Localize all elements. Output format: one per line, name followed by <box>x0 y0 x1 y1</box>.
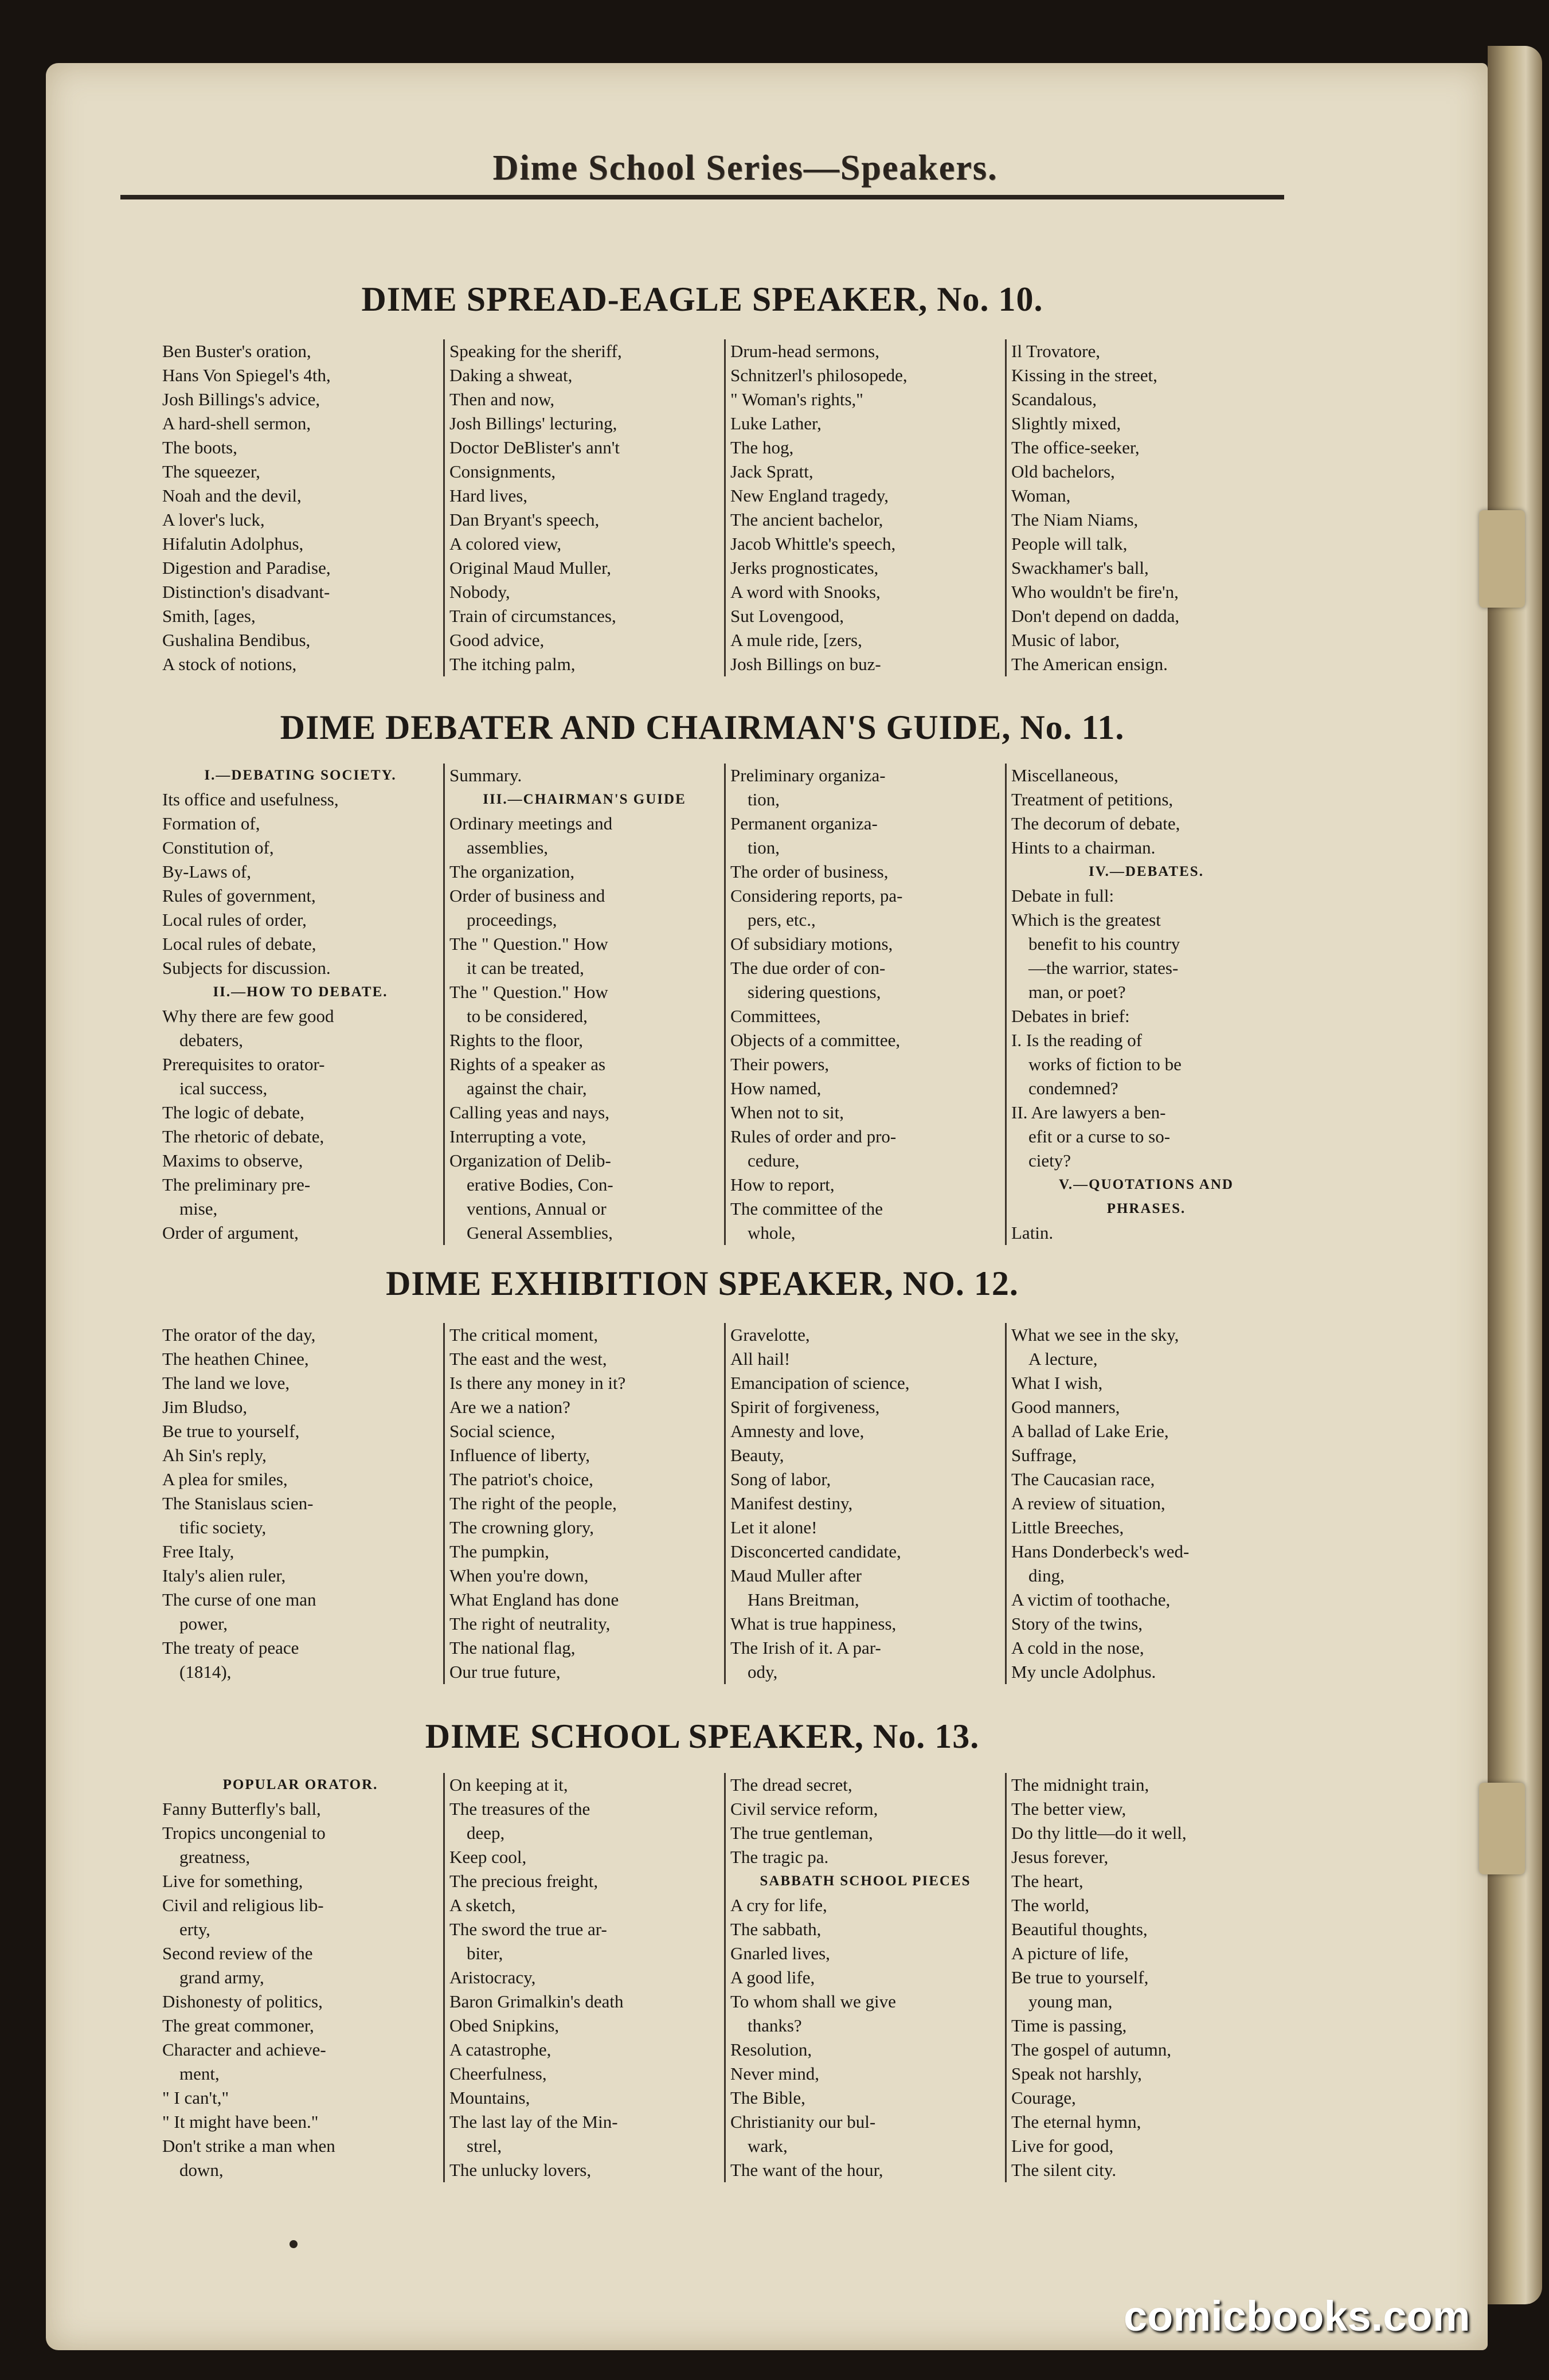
list-item: The treasures of the <box>449 1799 590 1819</box>
list-column <box>724 1773 1005 2182</box>
list-item: All hail! <box>730 1349 791 1369</box>
list-item: II. Are lawyers a ben- <box>1011 1102 1166 1122</box>
list-item: Sut Lovengood, <box>730 606 844 626</box>
list-column <box>724 339 1005 676</box>
list-column <box>443 339 724 676</box>
list-item: Story of the twins, <box>1011 1614 1143 1634</box>
list-item: Little Breeches, <box>1011 1517 1124 1537</box>
list-item: Hifalutin Adolphus, <box>162 534 304 554</box>
list-item: Civil service reform, <box>730 1799 878 1819</box>
list-item: Permanent organiza- <box>730 813 878 833</box>
list-item: " Woman's rights," <box>730 389 863 409</box>
list-item: tion, <box>748 837 780 858</box>
list-item: Jerks prognosticates, <box>730 558 879 578</box>
list-item: tific society, <box>179 1517 267 1537</box>
list-item: A lecture, <box>1028 1349 1098 1369</box>
list-item: How named, <box>730 1078 822 1098</box>
list-item: Jacob Whittle's speech, <box>730 534 896 554</box>
list-item: PHRASES. <box>1106 1201 1186 1216</box>
list-item: Schnitzerl's philosopede, <box>730 365 908 385</box>
list-item: A ballad of Lake Erie, <box>1011 1421 1169 1441</box>
list-item: debaters, <box>179 1030 244 1050</box>
list-item: The world, <box>1011 1895 1090 1915</box>
page-edge <box>1488 46 1542 2304</box>
list-item: The office-seeker, <box>1011 437 1140 457</box>
list-item: I. Is the reading of <box>1011 1030 1143 1050</box>
list-item: Song of labor, <box>730 1469 831 1489</box>
list-item: When not to sit, <box>730 1102 844 1122</box>
list-item: erty, <box>179 1919 210 1939</box>
list-item: ventions, Annual or <box>467 1199 607 1219</box>
list-item: pers, etc., <box>748 910 816 930</box>
section-title: DIME SCHOOL SPEAKER, No. 13. <box>425 1717 980 1755</box>
list-item: Josh Billings's advice, <box>162 389 320 409</box>
list-item: A victim of toothache, <box>1011 1590 1171 1610</box>
list-item: Do thy little—do it well, <box>1011 1823 1187 1843</box>
list-item: The due order of con- <box>730 958 886 978</box>
header-rule <box>120 195 1284 199</box>
list-item: (1814), <box>179 1662 232 1682</box>
list-item: Original Maud Muller, <box>449 558 612 578</box>
section-list <box>162 339 1286 676</box>
list-item: Woman, <box>1011 486 1071 506</box>
list-item: What we see in the sky, <box>1011 1325 1179 1345</box>
list-item: Time is passing, <box>1011 2015 1127 2035</box>
list-item: Baron Grimalkin's death <box>449 1991 624 2011</box>
list-item: Then and now, <box>449 389 555 409</box>
page-header: Dime School Series—Speakers. <box>492 148 998 187</box>
list-item: Organization of Delib- <box>449 1150 611 1171</box>
list-item: wark, <box>748 2136 788 2156</box>
list-item: To whom shall we give <box>730 1991 896 2011</box>
list-item: proceedings, <box>467 910 557 930</box>
list-item: Maud Muller after <box>730 1565 862 1586</box>
list-item: The Niam Niams, <box>1011 510 1139 530</box>
list-item: strel, <box>467 2136 502 2156</box>
list-item: Be true to yourself, <box>1011 1967 1149 1987</box>
section-title: DIME DEBATER AND CHAIRMAN'S GUIDE, No. 11. <box>280 708 1125 746</box>
list-item: The Bible, <box>730 2088 805 2108</box>
list-item: Good advice, <box>449 630 545 650</box>
list-item: Disconcerted candidate, <box>730 1541 901 1561</box>
list-item: Our true future, <box>449 1662 561 1682</box>
list-item: People will talk, <box>1011 534 1128 554</box>
list-item: The last lay of the Min- <box>449 2112 618 2132</box>
list-item: Hans Donderbeck's wed- <box>1011 1541 1190 1561</box>
list-item: The Caucasian race, <box>1011 1469 1155 1489</box>
list-item: benefit to his country <box>1028 934 1180 954</box>
list-item: The rhetoric of debate, <box>162 1126 324 1146</box>
list-item: The tragic pa. <box>730 1847 829 1867</box>
list-item: young man, <box>1028 1991 1113 2011</box>
list-item: Debates in brief: <box>1011 1006 1130 1026</box>
list-item: Influence of liberty, <box>449 1445 590 1465</box>
list-item: Hints to a chairman. <box>1011 837 1156 858</box>
list-item: Good manners, <box>1011 1397 1120 1417</box>
list-item: Who wouldn't be fire'n, <box>1011 582 1179 602</box>
list-item: The silent city. <box>1011 2160 1117 2180</box>
list-item: Live for something, <box>162 1871 303 1891</box>
list-item: The heart, <box>1011 1871 1083 1891</box>
list-item: The sword the true ar- <box>449 1919 607 1939</box>
list-column <box>724 764 1005 1245</box>
list-item: against the chair, <box>467 1078 587 1098</box>
list-item: Speaking for the sheriff, <box>449 341 622 361</box>
list-item: Amnesty and love, <box>730 1421 865 1441</box>
list-item: A sketch, <box>449 1895 516 1915</box>
list-item: Kissing in the street, <box>1011 365 1157 385</box>
list-item: General Assemblies, <box>467 1223 613 1243</box>
list-item: The hog, <box>730 437 794 457</box>
list-item: The east and the west, <box>449 1349 607 1369</box>
list-item: On keeping at it, <box>449 1775 568 1795</box>
list-item: Preliminary organiza- <box>730 765 886 785</box>
list-item: A colored view, <box>449 534 562 554</box>
list-item: thanks? <box>748 2015 802 2035</box>
list-item: The decorum of debate, <box>1011 813 1180 833</box>
list-item: What I wish, <box>1011 1373 1103 1393</box>
list-item: Be true to yourself, <box>162 1421 300 1441</box>
list-column <box>1005 1773 1286 2182</box>
list-item: Free Italy, <box>162 1541 234 1561</box>
list-column <box>162 339 443 676</box>
list-item: Its office and usefulness, <box>162 789 339 809</box>
list-item: The boots, <box>162 437 237 457</box>
list-item: whole, <box>748 1223 796 1243</box>
list-item: The dread secret, <box>730 1775 852 1795</box>
list-item: Rules of order and pro- <box>730 1126 897 1146</box>
list-item: Jesus forever, <box>1011 1847 1109 1867</box>
list-item: efit or a curse to so- <box>1028 1126 1171 1146</box>
list-item: Cheerfulness, <box>449 2064 547 2084</box>
list-item: ciety? <box>1028 1150 1071 1171</box>
list-item: Rights of a speaker as <box>449 1054 606 1074</box>
list-item: Scandalous, <box>1011 389 1097 409</box>
list-item: Character and achieve- <box>162 2040 326 2060</box>
list-item: Ah Sin's reply, <box>162 1445 267 1465</box>
list-item: The sabbath, <box>730 1919 822 1939</box>
list-item: The pumpkin, <box>449 1541 549 1561</box>
list-item: Subjects for discussion. <box>162 958 331 978</box>
list-column <box>443 1323 724 1684</box>
list-item: works of fiction to be <box>1028 1054 1182 1074</box>
list-item: The American ensign. <box>1011 654 1168 674</box>
list-item: Music of labor, <box>1011 630 1120 650</box>
list-item: power, <box>179 1614 228 1634</box>
list-item: Jack Spratt, <box>730 461 813 482</box>
list-item: Josh Billings on buz- <box>730 654 881 674</box>
list-item: The organization, <box>449 862 575 882</box>
list-item: Committees, <box>730 1006 821 1026</box>
section-title: DIME SPREAD-EAGLE SPEAKER, No. 10. <box>361 280 1043 318</box>
list-item: The itching palm, <box>449 654 576 674</box>
list-item: sidering questions, <box>748 982 881 1002</box>
list-column <box>162 1773 443 2182</box>
list-item: How to report, <box>730 1175 835 1195</box>
list-item: A cry for life, <box>730 1895 827 1915</box>
list-item: Nobody, <box>449 582 510 602</box>
list-item: The committee of the <box>730 1199 883 1219</box>
list-item: Digestion and Paradise, <box>162 558 331 578</box>
list-item: Calling yeas and nays, <box>449 1102 609 1122</box>
list-item: Dishonesty of politics, <box>162 1991 323 2011</box>
list-item: Maxims to observe, <box>162 1150 303 1171</box>
list-item: erative Bodies, Con- <box>467 1175 613 1195</box>
list-item: The critical moment, <box>449 1325 599 1345</box>
list-item: ody, <box>748 1662 778 1682</box>
list-item: The logic of debate, <box>162 1102 304 1122</box>
list-column <box>1005 339 1286 676</box>
list-item: Objects of a committee, <box>730 1030 901 1050</box>
section-list <box>162 764 1286 1245</box>
list-item: The ancient bachelor, <box>730 510 883 530</box>
list-item: A catastrophe, <box>449 2040 551 2060</box>
list-item: Their powers, <box>730 1054 830 1074</box>
list-item: to be considered, <box>467 1006 588 1026</box>
list-item: Miscellaneous, <box>1011 765 1118 785</box>
list-column <box>162 1323 443 1684</box>
list-item: I.—DEBATING SOCIETY. <box>204 768 397 783</box>
list-column <box>443 1773 724 2182</box>
list-item: The heathen Chinee, <box>162 1349 309 1369</box>
list-item: assemblies, <box>467 837 549 858</box>
list-item: A hard-shell sermon, <box>162 413 311 433</box>
list-item: A picture of life, <box>1011 1943 1129 1963</box>
list-item: Courage, <box>1011 2088 1076 2108</box>
list-item: Constitution of, <box>162 837 274 858</box>
list-item: The land we love, <box>162 1373 290 1393</box>
list-item: Order of business and <box>449 886 605 906</box>
list-item: Keep cool, <box>449 1847 527 1867</box>
list-item: The Irish of it. A par- <box>730 1638 881 1658</box>
list-item: ment, <box>179 2064 220 2084</box>
list-item: Doctor DeBlister's ann't <box>449 437 620 457</box>
list-item: The preliminary pre- <box>162 1175 311 1195</box>
list-item: Formation of, <box>162 813 260 833</box>
list-item: II.—HOW TO DEBATE. <box>213 984 388 1000</box>
list-item: III.—CHAIRMAN'S GUIDE <box>483 792 686 807</box>
list-item: ding, <box>1028 1565 1065 1586</box>
list-item: A stock of notions, <box>162 654 297 674</box>
list-item: deep, <box>467 1823 505 1843</box>
list-item: Considering reports, pa- <box>730 886 903 906</box>
list-item: A lover's luck, <box>162 510 265 530</box>
list-item: Manifest destiny, <box>730 1493 853 1513</box>
list-column <box>1005 764 1286 1245</box>
list-item: Fanny Butterfly's ball, <box>162 1799 321 1819</box>
list-item: Jim Bludso, <box>162 1397 248 1417</box>
list-item: Second review of the <box>162 1943 313 1963</box>
list-item: grand army, <box>179 1967 264 1987</box>
list-item: New England tragedy, <box>730 486 889 506</box>
list-item: The true gentleman, <box>730 1823 873 1843</box>
list-item: The midnight train, <box>1011 1775 1149 1795</box>
list-item: IV.—DEBATES. <box>1089 864 1204 879</box>
binding-tab <box>1479 510 1525 608</box>
list-item: Ordinary meetings and <box>449 813 613 833</box>
list-item: Never mind, <box>730 2064 819 2084</box>
list-item: The great commoner, <box>162 2015 314 2035</box>
list-item: SABBATH SCHOOL PIECES <box>760 1873 971 1889</box>
list-item: Latin. <box>1011 1223 1054 1243</box>
list-item: A word with Snooks, <box>730 582 881 602</box>
list-item: Order of argument, <box>162 1223 299 1243</box>
list-column <box>443 764 724 1245</box>
list-item: A plea for smiles, <box>162 1469 288 1489</box>
list-item: —the warrior, states- <box>1028 958 1179 978</box>
list-item: down, <box>179 2160 224 2180</box>
list-item: A review of situation, <box>1011 1493 1165 1513</box>
printer-mark <box>290 2240 298 2248</box>
list-item: The precious freight, <box>449 1871 599 1891</box>
list-item: Civil and religious lib- <box>162 1895 324 1915</box>
list-item: Is there any money in it? <box>449 1373 626 1393</box>
list-item: The better view, <box>1011 1799 1126 1819</box>
list-item: The squeezer, <box>162 461 260 482</box>
list-item: A good life, <box>730 1967 815 1987</box>
list-item: V.—QUOTATIONS AND <box>1059 1177 1234 1192</box>
list-item: Ben Buster's oration, <box>162 341 311 361</box>
list-item: Luke Lather, <box>730 413 822 433</box>
list-item: Spirit of forgiveness, <box>730 1397 880 1417</box>
list-item: Smith, [ages, <box>162 606 256 626</box>
list-item: The right of neutrality, <box>449 1614 611 1634</box>
list-item: Train of circumstances, <box>449 606 616 626</box>
list-item: Local rules of debate, <box>162 934 316 954</box>
list-item: The want of the hour, <box>730 2160 883 2180</box>
list-column <box>162 764 443 1245</box>
list-item: The Stanislaus scien- <box>162 1493 314 1513</box>
list-item: The " Question." How <box>449 934 608 954</box>
list-item: Resolution, <box>730 2040 812 2060</box>
list-item: The gospel of autumn, <box>1011 2040 1171 2060</box>
list-item: greatness, <box>179 1847 251 1867</box>
list-item: The national flag, <box>449 1638 576 1658</box>
list-item: it can be treated, <box>467 958 584 978</box>
list-item: The crowning glory, <box>449 1517 594 1537</box>
list-item: man, or poet? <box>1028 982 1126 1002</box>
list-item: Are we a nation? <box>449 1397 570 1417</box>
list-item: Consignments, <box>449 461 556 482</box>
list-item: The " Question." How <box>449 982 608 1002</box>
list-item: " It might have been." <box>162 2112 319 2132</box>
section-list <box>162 1773 1286 2182</box>
list-item: Rules of government, <box>162 886 316 906</box>
list-item: Suffrage, <box>1011 1445 1077 1465</box>
list-item: The order of business, <box>730 862 889 882</box>
list-item: Don't depend on dadda, <box>1011 606 1180 626</box>
list-item: Don't strike a man when <box>162 2136 335 2156</box>
list-column <box>724 1323 1005 1684</box>
list-item: Italy's alien ruler, <box>162 1565 286 1586</box>
list-item: Live for good, <box>1011 2136 1114 2156</box>
list-item: Dan Bryant's speech, <box>449 510 600 530</box>
list-item: Emancipation of science, <box>730 1373 910 1393</box>
list-item: Which is the greatest <box>1011 910 1161 930</box>
list-item: Il Trovatore, <box>1011 341 1100 361</box>
list-item: By-Laws of, <box>162 862 251 882</box>
list-item: Social science, <box>449 1421 556 1441</box>
list-item: biter, <box>467 1943 503 1963</box>
list-item: Obed Snipkins, <box>449 2015 560 2035</box>
list-item: Rights to the floor, <box>449 1030 583 1050</box>
list-item: The eternal hymn, <box>1011 2112 1141 2132</box>
list-item: Gushalina Bendibus, <box>162 630 311 650</box>
list-item: Aristocracy, <box>449 1967 536 1987</box>
list-item: Drum-head sermons, <box>730 341 879 361</box>
list-item: Old bachelors, <box>1011 461 1115 482</box>
list-item: Swackhamer's ball, <box>1011 558 1149 578</box>
list-item: The unlucky lovers, <box>449 2160 592 2180</box>
list-item: condemned? <box>1028 1078 1118 1098</box>
list-item: The patriot's choice, <box>449 1469 593 1489</box>
list-item: What is true happiness, <box>730 1614 897 1634</box>
list-item: Prerequisites to orator- <box>162 1054 325 1074</box>
list-item: Mountains, <box>449 2088 530 2108</box>
section-title: DIME EXHIBITION SPEAKER, NO. 12. <box>386 1265 1019 1302</box>
list-item: Daking a shweat, <box>449 365 573 385</box>
list-item: Local rules of order, <box>162 910 307 930</box>
list-item: Tropics uncongenial to <box>162 1823 326 1843</box>
list-item: A cold in the nose, <box>1011 1638 1144 1658</box>
list-item: The right of the people, <box>449 1493 617 1513</box>
list-column <box>1005 1323 1286 1684</box>
list-item: mise, <box>179 1199 218 1219</box>
list-item: Of subsidiary motions, <box>730 934 893 954</box>
list-item: My uncle Adolphus. <box>1011 1662 1156 1682</box>
list-item: The treaty of peace <box>162 1638 299 1658</box>
list-item: The orator of the day, <box>162 1325 316 1345</box>
list-item: Distinction's disadvant- <box>162 582 330 602</box>
list-item: Christianity our bul- <box>730 2112 876 2132</box>
list-item: POPULAR ORATOR. <box>222 1777 378 1792</box>
section-list <box>162 1323 1286 1684</box>
list-item: Let it alone! <box>730 1517 817 1537</box>
list-item: Hard lives, <box>449 486 528 506</box>
list-item: Debate in full: <box>1011 886 1114 906</box>
list-item: Hans Breitman, <box>748 1590 859 1610</box>
list-item: ical success, <box>179 1078 268 1098</box>
list-item: " I can't," <box>162 2088 229 2108</box>
list-item: A mule ride, [zers, <box>730 630 862 650</box>
list-item: Treatment of petitions, <box>1011 789 1174 809</box>
list-item: Why there are few good <box>162 1006 334 1026</box>
binding-tab <box>1479 1783 1525 1874</box>
list-item: Beauty, <box>730 1445 784 1465</box>
list-item: Josh Billings' lecturing, <box>449 413 617 433</box>
list-item: cedure, <box>748 1150 800 1171</box>
list-item: Summary. <box>449 765 522 785</box>
list-item: tion, <box>748 789 780 809</box>
list-item: Slightly mixed, <box>1011 413 1121 433</box>
list-item: Speak not harshly, <box>1011 2064 1142 2084</box>
list-item: Gnarled lives, <box>730 1943 830 1963</box>
list-item: The curse of one man <box>162 1590 316 1610</box>
list-item: Gravelotte, <box>730 1325 810 1345</box>
list-item: Interrupting a vote, <box>449 1126 586 1146</box>
list-item: Beautiful thoughts, <box>1011 1919 1148 1939</box>
watermark: comicbooks.com <box>1124 2292 1470 2340</box>
list-item: When you're down, <box>449 1565 589 1586</box>
list-item: Hans Von Spiegel's 4th, <box>162 365 331 385</box>
list-item: Noah and the devil, <box>162 486 302 506</box>
list-item: What England has done <box>449 1590 619 1610</box>
